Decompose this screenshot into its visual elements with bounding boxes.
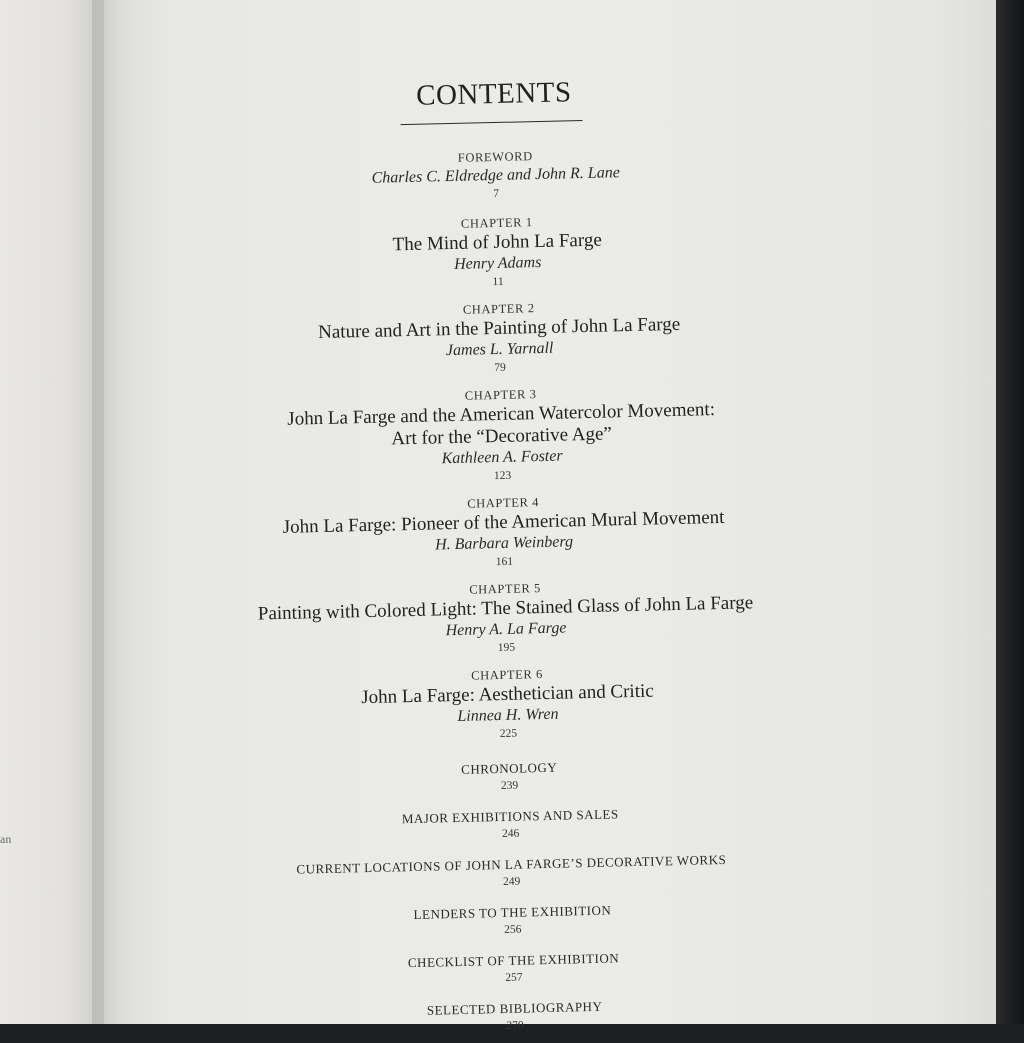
toc-entry-chapter-1 <box>107 205 889 299</box>
toc-entry-current-locations <box>121 847 902 899</box>
entry-page-number: 7 <box>493 187 500 201</box>
entry-author: Kathleen A. Foster <box>441 447 563 468</box>
entry-page-number: 246 <box>501 827 520 841</box>
entry-label: FOREWORD <box>457 149 533 165</box>
entry-label: CHAPTER 1 <box>460 215 533 231</box>
entry-title: Painting with Colored Light: The Stained Glass of John La Farge <box>257 592 754 625</box>
entry-page-number: 195 <box>497 641 516 655</box>
entry-page-number: 79 <box>494 361 506 375</box>
entry-label: CHAPTER 3 <box>464 387 537 403</box>
left-page-text-fragment: an <box>0 832 12 846</box>
entry-label: CHAPTER 2 <box>462 301 535 317</box>
entry-page-number: 270 <box>506 1019 524 1032</box>
title-underline <box>401 120 583 125</box>
toc-entry-checklist <box>123 943 904 995</box>
entry-page-number: 161 <box>495 555 514 569</box>
table-of-contents <box>102 0 905 1033</box>
entry-label: LENDERS TO THE EXHIBITION <box>413 902 612 923</box>
entry-page-number: 239 <box>500 779 519 793</box>
entry-page-number: 256 <box>504 923 522 936</box>
toc-entry-bibliography <box>125 991 906 1043</box>
toc-entry-chronology <box>119 751 900 803</box>
entry-author: H. Barbara Weinberg <box>434 533 574 554</box>
right-background-edge <box>996 0 1024 1024</box>
entry-author: James L. Yarnall <box>445 339 554 360</box>
entry-author: Henry A. La Farge <box>445 619 567 640</box>
toc-entry-chapter-5 <box>115 571 897 665</box>
entry-title: Nature and Art in the Painting of John La Farge <box>317 313 681 344</box>
entry-label: MAJOR EXHIBITIONS AND SALES <box>401 806 619 827</box>
entry-label: CHECKLIST OF THE EXHIBITION <box>407 950 620 971</box>
entry-label: CHRONOLOGY <box>461 759 558 777</box>
toc-entry-chapter-4 <box>113 485 895 579</box>
entry-title: John La Farge: Aesthetician and Critic <box>361 680 654 709</box>
toc-entry-lenders <box>122 895 903 947</box>
entry-author: Charles C. Eldredge and John R. Lane <box>371 164 621 187</box>
entry-author: Linnea H. Wren <box>457 705 559 725</box>
entry-author: Henry Adams <box>453 253 542 273</box>
entry-page-number: 123 <box>493 469 512 483</box>
entry-label: CURRENT LOCATIONS OF JOHN LA FARGE’S DECORATIVE WORKS <box>296 851 727 877</box>
entry-title: The Mind of John La Farge <box>392 229 603 256</box>
toc-entry-foreword <box>105 139 886 211</box>
entry-page-number: 225 <box>499 727 518 741</box>
entry-label: CHAPTER 5 <box>469 581 542 597</box>
entry-label: CHAPTER 6 <box>471 667 544 683</box>
entry-label: CHAPTER 4 <box>467 495 540 511</box>
toc-entry-chapter-3 <box>111 377 893 493</box>
toc-entry-chapter-2 <box>109 291 891 385</box>
entry-page-number: 11 <box>492 275 504 289</box>
entry-page-number: 257 <box>505 971 523 984</box>
entry-label: SELECTED BIBLIOGRAPHY <box>426 998 603 1018</box>
page-title: CONTENTS <box>415 76 572 112</box>
toc-entry-chapter-6 <box>117 657 899 751</box>
entry-page-number: 249 <box>502 875 521 888</box>
entry-title-line-1: John La Farge and the American Watercolor Movement: <box>287 399 716 430</box>
toc-entry-major-exhibitions <box>120 799 901 851</box>
entry-title: John La Farge: Pioneer of the American Mural Movement <box>282 506 725 538</box>
entry-title-line-2: Art for the “Decorative Age” <box>391 423 613 450</box>
